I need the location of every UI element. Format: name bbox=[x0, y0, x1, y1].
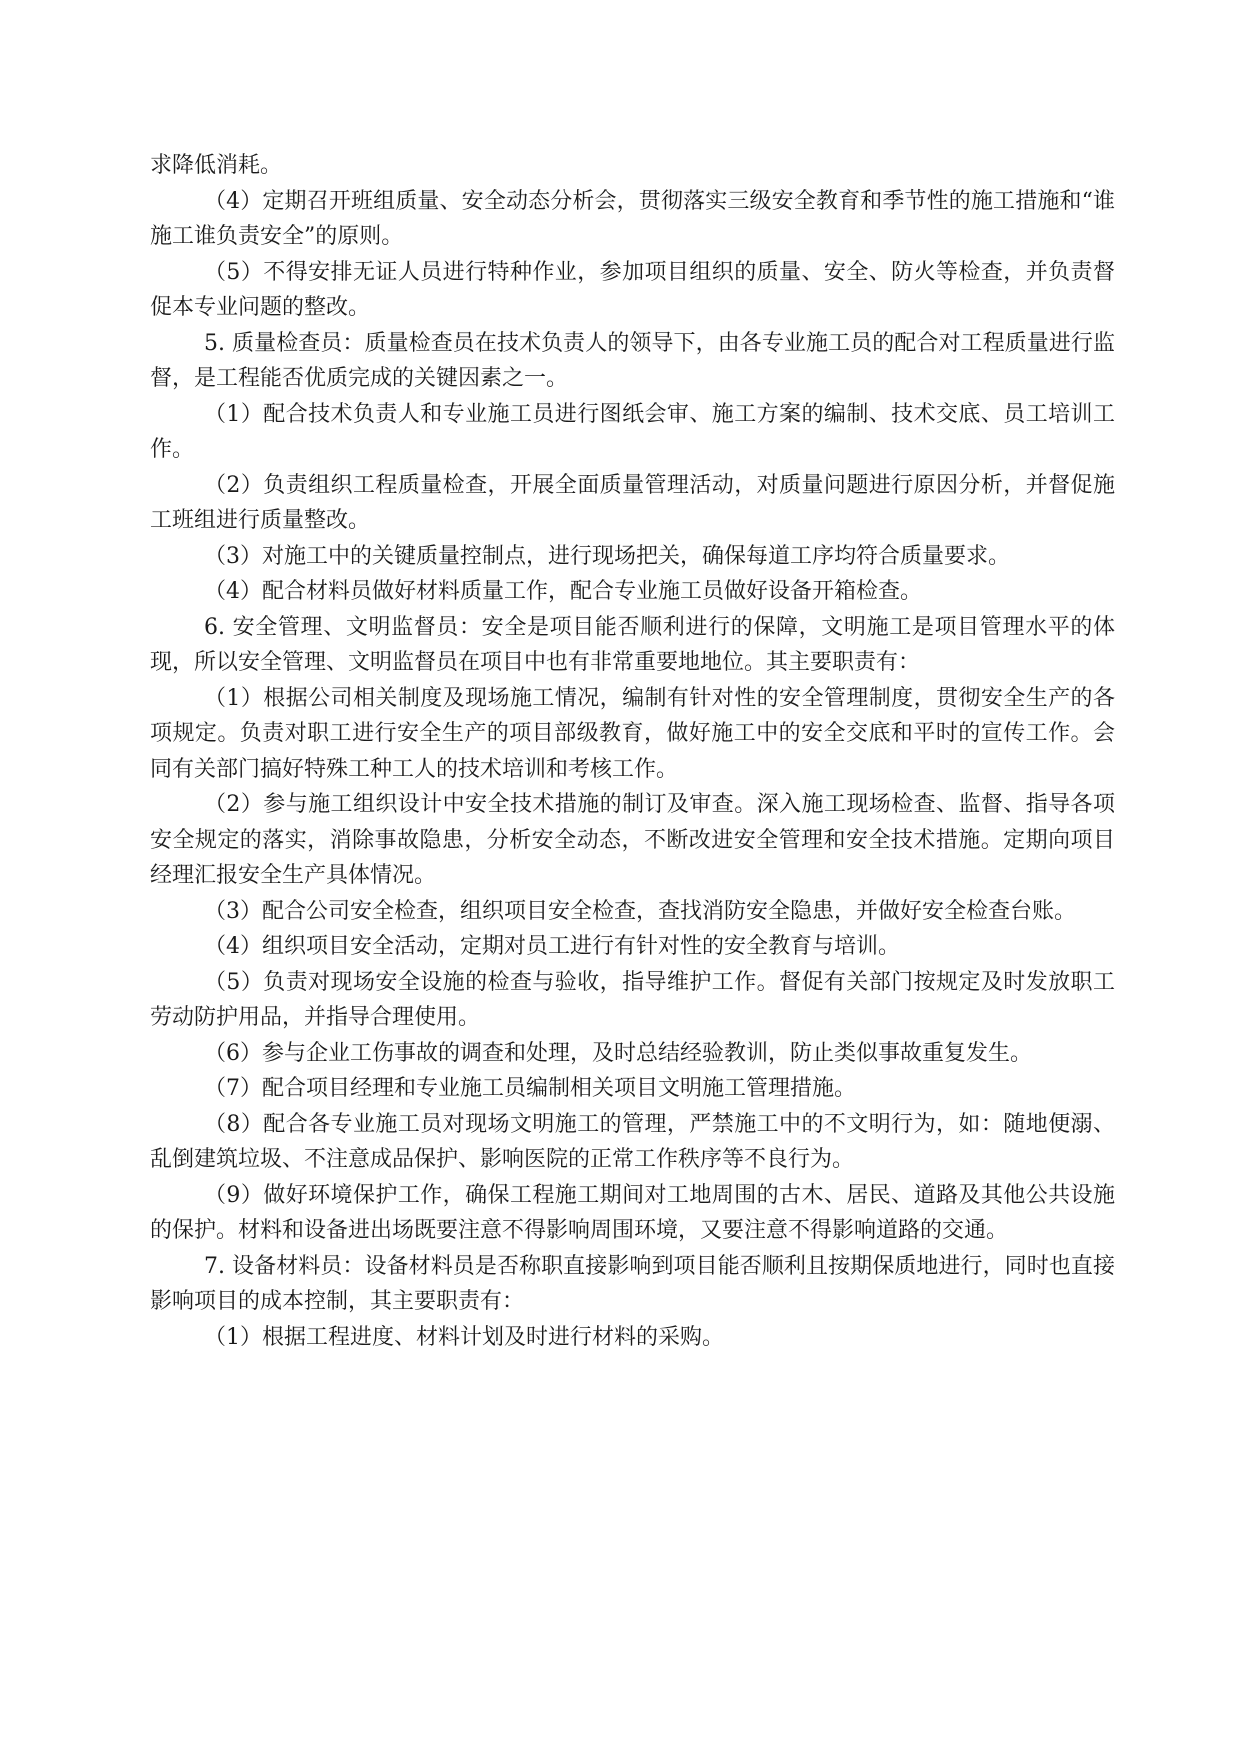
paragraph-safety-item-7: （7）配合项目经理和专业施工员编制相关项目文明施工管理措施。 bbox=[204, 1076, 856, 1101]
paragraph-section-6-safety-supervisor: 6. 安全管理、文明监督员：安全是项目能否顺利进行的保障，文明施工是项目管理水平的体现，所以安全管理、文明监督员在项目中也有非常重要地地位。其主要职责有： bbox=[150, 614, 1115, 675]
paragraph-item-5-special-operations: （5）不得安排无证人员进行特种作业，参加项目组织的质量、安全、防火等检查，并负责督促本专业问题的整改。 bbox=[150, 259, 1115, 320]
paragraph-safety-item-9: （9）做好环境保护工作，确保工程施工期间对工地周围的古木、居民、道路及其他公共设施的保护。材料和设备进出场既要注意不得影响周围环境，又要注意不得影响道路的交通。 bbox=[150, 1182, 1115, 1243]
paragraph-safety-item-8: （8）配合各专业施工员对现场文明施工的管理，严禁施工中的不文明行为，如：随地便溺、乱倒建筑垃圾、不注意成品保护、影响医院的正常工作秩序等不良行为。 bbox=[150, 1111, 1115, 1172]
paragraph-section-5-quality-inspector: 5. 质量检查员：质量检查员在技术负责人的领导下，由各专业施工员的配合对工程质量进行监督，是工程能否优质完成的关键因素之一。 bbox=[150, 330, 1115, 391]
document-page bbox=[150, 148, 1115, 1355]
paragraph-safety-item-1: （1）根据公司相关制度及现场施工情况，编制有针对性的安全管理制度，贯彻安全生产的各项规定。负责对职工进行安全生产的项目部级教育，做好施工中的安全交底和平时的宣传工作。会同有关部门搞好特殊工种工人的技术培训和考核工作。 bbox=[150, 685, 1115, 782]
paragraph-quality-item-3: （3）对施工中的关键质量控制点，进行现场把关，确保每道工序均符合质量要求。 bbox=[204, 543, 1010, 569]
paragraph-item-4-team-meeting: （4）定期召开班组质量、安全动态分析会，贯彻落实三级安全教育和季节性的施工措施和“谁施工谁负责安全”的原则。 bbox=[150, 188, 1115, 249]
paragraph-safety-item-4: （4）组织项目安全活动，定期对员工进行有针对性的安全教育与培训。 bbox=[204, 934, 900, 959]
paragraph-materials-item-1: （1）根据工程进度、材料计划及时进行材料的采购。 bbox=[204, 1324, 724, 1350]
paragraph-safety-item-6: （6）参与企业工伤事故的调查和处理，及时总结经验教训，防止类似事故重复发生。 bbox=[204, 1040, 1032, 1066]
paragraph-quality-item-2: （2）负责组织工程质量检查，开展全面质量管理活动，对质量问题进行原因分析，并督促施工班组进行质量整改。 bbox=[150, 472, 1115, 533]
paragraph-safety-item-5: （5）负责对现场安全设施的检查与验收，指导维护工作。督促有关部门按规定及时发放职工劳动防护用品，并指导合理使用。 bbox=[150, 969, 1115, 1030]
paragraph-quality-item-1: （1）配合技术负责人和专业施工员进行图纸会审、施工方案的编制、技术交底、员工培训工作。 bbox=[150, 401, 1115, 462]
paragraph-safety-item-2: （2）参与施工组织设计中安全技术措施的制订及审查。深入施工现场检查、监督、指导各项安全规定的落实，消除事故隐患，分析安全动态，不断改进安全管理和安全技术措施。定期向项目经理汇报安全生产具体情况。 bbox=[150, 792, 1115, 888]
paragraph-continuation: 求降低消耗。 bbox=[150, 153, 283, 178]
paragraph-section-7-materials-officer: 7. 设备材料员：设备材料员是否称职直接影响到项目能否顺利且按期保质地进行，同时也直接影响项目的成本控制，其主要职责有： bbox=[150, 1253, 1115, 1314]
paragraph-quality-item-4: （4）配合材料员做好材料质量工作，配合专业施工员做好设备开箱检查。 bbox=[204, 579, 922, 604]
paragraph-safety-item-3: （3）配合公司安全检查，组织项目安全检查，查找消防安全隐患，并做好安全检查台账。 bbox=[204, 898, 1077, 924]
